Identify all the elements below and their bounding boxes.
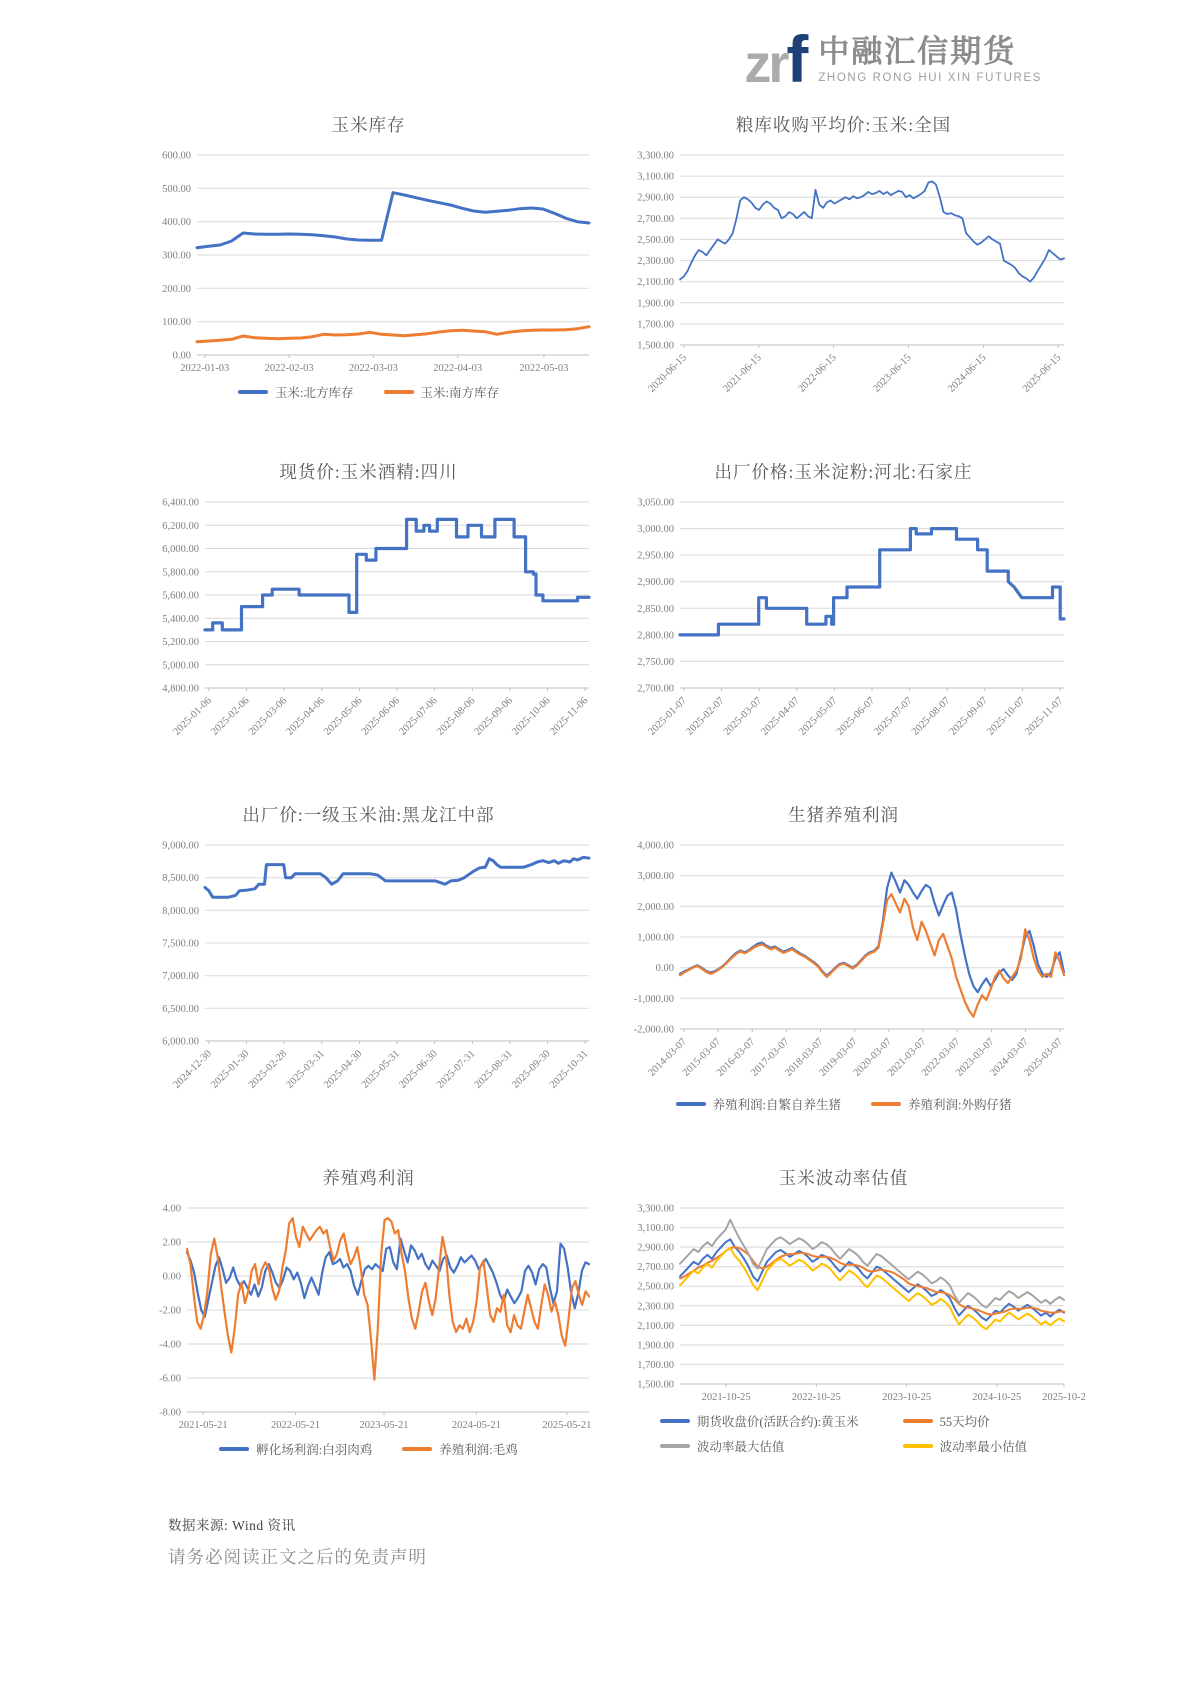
chart-legend [660,1412,1027,1455]
y-axis-tick-label: 2,100.00 [636,1320,674,1332]
legend-line-swatch [660,1419,690,1423]
chart-canvas [141,837,597,1103]
x-axis-tick-label: 2022-02-03 [264,363,314,374]
legend-line-swatch [219,1447,249,1451]
x-axis-tick-label: 2025-11-06 [547,695,590,738]
chart-title: 玉米库存 [331,115,406,135]
x-axis-tick-label: 2025-03-31 [283,1048,327,1091]
x-axis-tick-label: 2025-03-06 [246,695,289,738]
data-series-line [187,1239,589,1317]
chart-plot-area [141,1200,597,1436]
company-name-cn: 中融汇信期货 [818,34,1017,70]
y-axis-tick-label: 4,000.00 [636,840,674,852]
y-axis-tick-label: -2.00 [158,1305,181,1317]
y-axis-tick-label: 2,950.00 [636,550,674,562]
chart-legend [676,1095,1012,1113]
legend-line-swatch [660,1444,690,1448]
chart-title: 出厂价:一级玉米油:黑龙江中部 [242,805,495,825]
x-axis-tick-label: 2025-06-07 [834,695,877,738]
x-axis-tick-label: 2025-01-07 [645,695,689,738]
chart-corn-volatility-valuation [615,1165,1086,1458]
chart-canvas [616,147,1072,407]
data-series-line [680,181,1064,281]
x-axis-tick-label: 2025-04-06 [283,695,327,738]
legend-item [676,1095,841,1113]
chart-canvas [616,1200,1086,1408]
legend-label: 波动率最大估值 [696,1440,785,1454]
y-axis-tick-label: -2,000.00 [633,1024,674,1036]
x-axis-tick-label: 2021-03-07 [885,1036,928,1079]
x-axis-tick-label: 2025-01-06 [170,695,214,738]
x-axis-tick-label: 2025-11-07 [1022,695,1065,738]
chart-title: 养殖鸡利润 [322,1168,415,1188]
x-axis-tick-label: 2024-12-30 [170,1048,214,1091]
x-axis-tick-label: 2024-10-25 [971,1392,1021,1403]
x-axis-tick-label: 2022-05-03 [518,363,568,374]
x-axis-tick-label: 2023-03-07 [953,1036,997,1079]
legend-line-swatch [384,390,414,394]
chart-canvas [141,147,597,379]
chart-plot-area [616,494,1072,750]
legend-item [402,1440,517,1458]
chart-canvas [141,494,597,750]
x-axis-tick-label: 2025-10-07 [984,695,1028,738]
company-logo [744,21,1042,96]
legend-label: 养殖利润:外购仔猪 [908,1098,1012,1112]
chart-plot-area [616,1200,1086,1408]
y-axis-tick-label: 5,400.00 [161,613,199,625]
chart-canvas [616,494,1072,750]
y-axis-tick-label: 8,500.00 [161,873,199,885]
y-axis-tick-label: 5,800.00 [161,567,199,579]
y-axis-tick-label: 0.00 [162,1271,181,1283]
y-axis-tick-label: 1,900.00 [636,1340,674,1352]
legend-item [219,1440,372,1458]
x-axis-tick-label: 2021-10-25 [701,1392,751,1403]
x-axis-tick-label: 2021-06-15 [720,352,764,395]
x-axis-tick-label: 2017-03-07 [748,1036,792,1079]
y-axis-tick-label: 1,500.00 [636,340,674,352]
logo-f-letter: f [786,21,809,96]
logo-text [818,36,1042,86]
legend-label: 期货收盘价(活跃合约):黄玉米 [696,1415,859,1429]
x-axis-tick-label: 2019-03-07 [816,1036,860,1079]
y-axis-tick-label: -1,000.00 [633,993,674,1005]
x-axis-tick-label: 2025-09-07 [947,695,990,738]
x-axis-tick-label: 2025-04-07 [758,695,802,738]
chart-canvas [141,1200,597,1436]
legend-label: 孵化场利润:白羽肉鸡 [256,1443,373,1457]
legend-label: 养殖利润:自繁自养生猪 [712,1098,841,1112]
x-axis-tick-label: 2025-10-2 [1041,1392,1086,1403]
y-axis-tick-label: 8,000.00 [161,905,199,917]
y-axis-tick-label: 2,700.00 [636,1262,674,1274]
y-axis-tick-label: 1,500.00 [636,1379,674,1391]
y-axis-tick-label: 2,900.00 [636,577,674,589]
page-footer [168,1514,1190,1569]
chart-canvas [616,837,1072,1091]
legend-line-swatch [238,390,268,394]
logo-mark [744,21,809,96]
x-axis-tick-label: 2022-10-25 [791,1392,841,1403]
data-series-line [680,1220,1064,1308]
x-axis-tick-label: 2025-05-31 [359,1048,402,1091]
y-axis-tick-label: 7,500.00 [161,938,199,950]
charts-grid [140,112,1086,1458]
legend-item [238,383,353,401]
y-axis-tick-label: -8.00 [158,1407,181,1419]
y-axis-tick-label: 6,200.00 [161,520,199,532]
legend-label: 玉米:北方库存 [275,386,354,400]
y-axis-tick-label: 3,300.00 [636,150,674,162]
x-axis-tick-label: 2025-01-30 [208,1048,252,1091]
y-axis-tick-label: 2,300.00 [636,256,674,268]
data-series-line [205,519,589,630]
y-axis-tick-label: 1,700.00 [636,1359,674,1371]
chart-plot-area [141,837,597,1103]
y-axis-tick-label: 2,500.00 [636,234,674,246]
y-axis-tick-label: 5,000.00 [161,660,199,672]
legend-line-swatch [903,1419,933,1423]
x-axis-tick-label: 2025-03-07 [1021,1036,1065,1079]
y-axis-tick-label: 2,900.00 [636,192,674,204]
x-axis-tick-label: 2024-03-07 [987,1036,1031,1079]
y-axis-tick-label: 2,700.00 [636,683,674,695]
y-axis-tick-label: 3,100.00 [636,171,674,183]
y-axis-tick-label: 5,600.00 [161,590,199,602]
chart-title: 出厂价格:玉米淀粉:河北:石家庄 [714,462,973,482]
y-axis-tick-label: 2,750.00 [636,656,674,668]
chart-title: 现货价:玉米酒精:四川 [279,462,458,482]
y-axis-tick-label: 3,050.00 [636,497,674,509]
y-axis-tick-label: 3,300.00 [636,1203,674,1215]
y-axis-tick-label: 4,800.00 [161,683,199,695]
y-axis-tick-label: 6,000.00 [161,544,199,555]
legend-line-swatch [903,1444,933,1448]
x-axis-tick-label: 2025-07-06 [396,695,440,738]
y-axis-tick-label: 2,700.00 [636,213,674,225]
y-axis-tick-label: -4.00 [158,1339,181,1351]
x-axis-tick-label: 2024-06-15 [945,352,989,395]
x-axis-tick-label: 2025-07-31 [434,1048,477,1091]
y-axis-tick-label: 5,200.00 [161,637,199,648]
y-axis-tick-label: 3,000.00 [636,524,674,536]
chart-corn-oil-exfactory-price [140,802,597,1113]
x-axis-tick-label: 2025-09-06 [472,695,515,738]
chart-corn-starch-exfactory-price [615,459,1072,750]
chart-corn-alcohol-spot-price [140,459,597,750]
y-axis-tick-label: 6,000.00 [161,1036,199,1048]
legend-label: 养殖利润:毛鸡 [439,1443,518,1457]
x-axis-tick-label: 2025-02-07 [683,695,727,738]
x-axis-tick-label: 2025-03-07 [721,695,764,738]
data-source-note: 数据来源: Wind 资讯 [168,1518,296,1533]
y-axis-tick-label: 6,500.00 [161,1003,199,1015]
chart-title: 粮库收购平均价:玉米:全国 [735,115,952,135]
data-series-line [197,193,589,248]
x-axis-tick-label: 2022-04-03 [432,363,482,374]
legend-item [660,1412,859,1430]
y-axis-tick-label: 0.00 [655,963,674,975]
y-axis-tick-label: 6,400.00 [161,497,199,509]
x-axis-tick-label: 2022-05-21 [270,1420,320,1431]
y-axis-tick-label: 3,100.00 [636,1223,674,1235]
x-axis-tick-label: 2023-06-15 [870,352,914,395]
y-axis-tick-label: 2,850.00 [636,603,674,615]
chart-chicken-farming-profit [140,1165,597,1458]
chart-plot-area [141,494,597,750]
y-axis-tick-label: 400.00 [161,217,191,229]
x-axis-tick-label: 2015-03-07 [680,1036,723,1079]
legend-item [660,1437,859,1455]
y-axis-tick-label: 300.00 [161,250,191,262]
chart-plot-area [616,147,1072,407]
x-axis-tick-label: 2025-05-07 [796,695,840,738]
y-axis-tick-label: 100.00 [161,317,191,329]
x-axis-tick-label: 2020-03-07 [851,1036,894,1079]
chart-title: 生猪养殖利润 [788,805,899,825]
legend-line-swatch [676,1102,706,1106]
x-axis-tick-label: 2025-10-06 [509,695,553,738]
legend-item [903,1412,1028,1430]
chart-grain-depot-purchase-price [615,112,1072,407]
y-axis-tick-label: 2,900.00 [636,1242,674,1254]
x-axis-tick-label: 2018-03-07 [782,1036,826,1079]
disclaimer-note: 请务必阅读正文之后的免责声明 [168,1547,427,1567]
x-axis-tick-label: 2025-04-30 [321,1048,365,1091]
legend-line-swatch [871,1102,901,1106]
y-axis-tick-label: 2,500.00 [636,1281,674,1293]
x-axis-tick-label: 2016-03-07 [714,1036,757,1079]
legend-label: 玉米:南方库存 [420,386,499,400]
legend-item [384,383,499,401]
y-axis-tick-label: 0.00 [172,350,191,362]
legend-item [871,1095,1011,1113]
x-axis-tick-label: 2025-06-15 [1020,352,1063,395]
y-axis-tick-label: 200.00 [161,283,191,295]
x-axis-tick-label: 2025-02-28 [246,1048,289,1091]
x-axis-tick-label: 2025-05-21 [541,1420,591,1431]
chart-corn-inventory [140,112,597,407]
x-axis-tick-label: 2023-05-21 [359,1420,408,1431]
x-axis-tick-label: 2025-08-07 [909,695,952,738]
chart-plot-area [616,837,1072,1091]
x-axis-tick-label: 2024-05-21 [451,1420,501,1431]
x-axis-tick-label: 2020-06-15 [645,352,689,395]
x-axis-tick-label: 2025-02-06 [208,695,252,738]
data-series-line [197,327,589,342]
legend-label: 55天均价 [939,1415,990,1429]
legend-item [903,1437,1028,1455]
x-axis-tick-label: 2022-01-03 [179,363,229,374]
y-axis-tick-label: 4.00 [162,1203,181,1215]
y-axis-tick-label: 9,000.00 [161,840,199,852]
x-axis-tick-label: 2022-03-03 [348,363,398,374]
x-axis-tick-label: 2021-05-21 [178,1420,228,1431]
x-axis-tick-label: 2025-08-31 [472,1048,515,1091]
chart-legend [219,1440,517,1458]
chart-legend [238,383,499,401]
page-header [0,0,1190,96]
legend-label: 波动率最小估值 [939,1440,1028,1454]
chart-hog-farming-profit [615,802,1072,1113]
legend-line-swatch [402,1447,432,1451]
data-series-line [680,873,1064,993]
x-axis-tick-label: 2025-05-06 [321,695,365,738]
y-axis-tick-label: 2.00 [162,1237,181,1249]
y-axis-tick-label: 600.00 [161,150,191,162]
y-axis-tick-label: 500.00 [161,183,191,195]
y-axis-tick-label: 2,800.00 [636,630,674,642]
y-axis-tick-label: 2,100.00 [636,277,674,289]
x-axis-tick-label: 2023-10-25 [881,1392,931,1403]
chart-plot-area [141,147,597,379]
x-axis-tick-label: 2025-07-07 [871,695,915,738]
x-axis-tick-label: 2025-06-30 [396,1048,440,1091]
x-axis-tick-label: 2014-03-07 [645,1036,689,1079]
x-axis-tick-label: 2025-10-31 [547,1048,590,1091]
x-axis-tick-label: 2025-08-06 [434,695,477,738]
y-axis-tick-label: -6.00 [158,1373,181,1385]
y-axis-tick-label: 1,000.00 [636,932,674,944]
x-axis-tick-label: 2022-03-07 [919,1036,962,1079]
x-axis-tick-label: 2022-06-15 [795,352,839,395]
y-axis-tick-label: 3,000.00 [636,871,674,883]
x-axis-tick-label: 2025-09-30 [509,1048,553,1091]
y-axis-tick-label: 7,000.00 [161,971,199,983]
y-axis-tick-label: 2,000.00 [636,901,674,913]
y-axis-tick-label: 2,300.00 [636,1301,674,1313]
y-axis-tick-label: 1,700.00 [636,319,674,331]
company-name-en: ZHONG RONG HUI XIN FUTURES [818,72,1042,84]
logo-zr-letters: zr [744,33,787,94]
chart-title: 玉米波动率估值 [778,1168,909,1188]
x-axis-tick-label: 2025-06-06 [359,695,402,738]
y-axis-tick-label: 1,900.00 [636,298,674,310]
